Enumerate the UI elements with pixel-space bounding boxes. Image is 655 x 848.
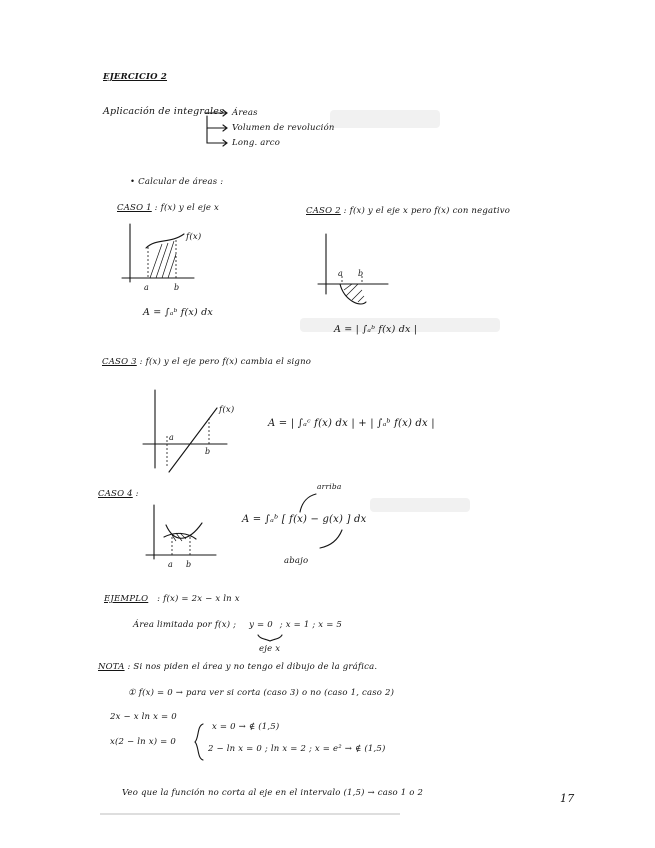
caso4-abajo: abajo (284, 556, 309, 566)
caso4-title: CASO 4 (98, 489, 133, 499)
caso2-title: CASO 2 (306, 206, 341, 216)
caso1-label-a: a (144, 283, 149, 292)
page-number: 17 (560, 792, 575, 805)
caso4-desc: : (135, 489, 139, 499)
caso4-label-b: b (186, 560, 192, 569)
caso2-formula: A = | ∫ₐᵇ f(x) dx | (334, 324, 418, 335)
caso2-heading (306, 206, 510, 216)
caso2-desc: : f(x) y el eje x pero f(x) con negativo (343, 206, 511, 216)
caso2-label-a: a (338, 269, 343, 278)
caso3-title: CASO 3 (102, 357, 137, 367)
caso4-heading (98, 489, 139, 499)
caso2-label-b: b (358, 269, 364, 278)
ejemplo-area-line (133, 620, 342, 630)
intro-item-areas: Áreas (232, 108, 258, 118)
ejemplo-area-text: Área limitada por f(x) ; (133, 620, 237, 630)
nota-step: ① f(x) = 0 → para ver si corta (caso 3) o no (caso 1, caso 2) (128, 688, 395, 698)
caso3-label-a: a (169, 433, 174, 442)
caso1-title: CASO 1 (117, 203, 152, 213)
ejemplo-function: : f(x) = 2x − x ln x (157, 594, 240, 604)
show-through-smudge (370, 498, 470, 512)
caso4-formula: A = ∫ₐᵇ [ f(x) − g(x) ] dx (242, 514, 367, 525)
bullet-calc-areas: • Calcular de áreas : (130, 177, 224, 187)
nota-system-brace (193, 722, 205, 762)
ejemplo-brace (256, 633, 286, 643)
nota-eq2: x(2 − ln x) = 0 (110, 737, 176, 747)
caso3-graph (143, 388, 233, 478)
caso1-label-b: b (174, 283, 180, 292)
caso3-fx-label: f(x) (219, 405, 235, 415)
caso3-desc: : f(x) y el eje pero f(x) cambia el signo (139, 357, 312, 367)
caso4-arriba: arriba (317, 482, 342, 491)
bottom-rule (100, 812, 400, 816)
nota-label: NOTA (98, 662, 125, 672)
caso1-fx-label: f(x) (186, 232, 202, 242)
nota-line (98, 662, 377, 672)
ejemplo-heading (104, 594, 240, 604)
caso1-heading (117, 203, 219, 213)
ejemplo-cond-y: y = 0 (249, 620, 273, 630)
nota-eq1: 2x − x ln x = 0 (110, 712, 177, 722)
ejemplo-title: EJEMPLO (104, 594, 149, 604)
caso4-graph (144, 503, 224, 578)
nota-text: : Si nos piden el área y no tengo el dibujo de la gráfica. (127, 662, 378, 672)
intro-item-volume: Volumen de revolución (232, 123, 335, 133)
nota-sys2: 2 − ln x = 0 ; ln x = 2 ; x = e² → ∉ (1,5) (208, 744, 386, 754)
nota-sys1: x = 0 → ∉ (1,5) (212, 722, 280, 732)
intro-item-arc-length: Long. arco (232, 138, 281, 148)
caso4-annotation-lines (296, 488, 356, 548)
caso1-formula: A = ∫ₐᵇ f(x) dx (143, 307, 213, 318)
intro-label: Aplicación de integrales (103, 106, 225, 117)
caso1-desc: : f(x) y el eje x (154, 203, 220, 213)
show-through-smudge (330, 110, 440, 128)
caso3-formula: A = | ∫ₐᶜ f(x) dx | + | ∫ₐᵇ f(x) dx | (268, 418, 435, 429)
exercise-title: EJERCICIO 2 (103, 72, 168, 82)
ejemplo-cond-x: ; x = 1 ; x = 5 (279, 620, 343, 630)
caso4-label-a: a (168, 560, 173, 569)
ejemplo-eje-x: eje x (259, 644, 281, 654)
conclusion-text: Veo que la función no corta al eje en el intervalo (1,5) → caso 1 o 2 (122, 788, 424, 798)
caso3-heading (102, 357, 311, 367)
caso2-graph (318, 232, 398, 317)
caso3-label-b: b (205, 447, 211, 456)
